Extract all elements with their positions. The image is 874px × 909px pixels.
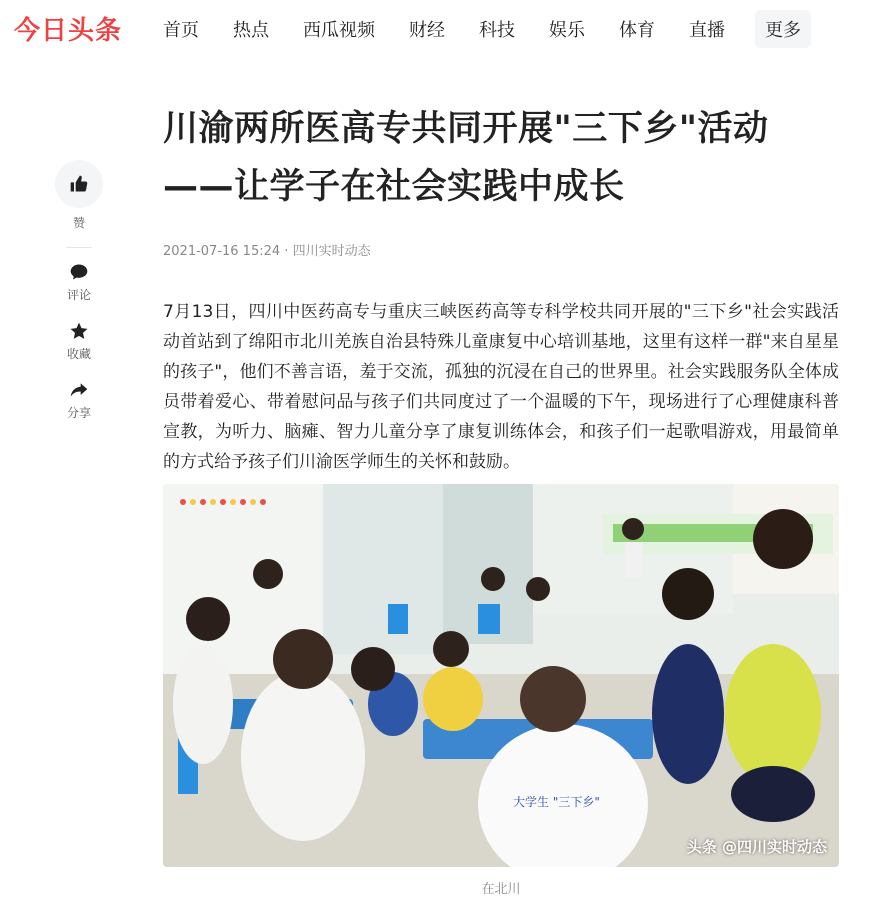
favorite-button[interactable] xyxy=(52,321,106,362)
article xyxy=(163,100,839,494)
thumbs-up-icon xyxy=(69,174,89,194)
nav-item-entertainment[interactable]: 娱乐 xyxy=(549,20,585,41)
meta-separator: · xyxy=(280,244,293,259)
nav-item-finance[interactable]: 财经 xyxy=(409,20,445,41)
like-button[interactable] xyxy=(55,160,103,208)
comment-label: 评论 xyxy=(66,288,91,302)
article-photo[interactable] xyxy=(163,484,839,867)
article-action-rail xyxy=(52,160,106,439)
article-title: 川渝两所医高专共同开展"三下乡"活动——让学子在社会实践中成长 xyxy=(163,109,769,207)
article-paragraph: 7月13日，四川中医药高专与重庆三峡医药高等专科学校共同开展的"三下乡"社会实践活动首站到了绵阳市北川羌族自治县特殊儿童康复中心培训基地，这里有这样一群"来自星星的孩子"，他们不善言语，羞于交流，孤独的沉浸在自己的世界里。社会实践服务队全体成员带着爱心、带着慰问品与孩子们共同度过了一个温暖的下午，现场进行了心理健康科普宣教，为听力、脑瘫、智力儿童分享了康复训练体会，和孩子们一起歌唱游戏，用最简单的方式给予孩子们川渝医学师生的关怀和鼓励。 xyxy=(163,302,839,472)
star-icon xyxy=(69,321,89,341)
toutiao-logo[interactable]: 今日头条 xyxy=(14,16,123,46)
photo-scene xyxy=(163,484,839,867)
article-meta xyxy=(163,240,839,259)
publish-time: 2021-07-16 15:24 xyxy=(163,244,281,259)
share-arrow-icon xyxy=(68,380,90,400)
shirt-text: 大学生 "三下乡" xyxy=(513,795,600,809)
image-caption: 在北川 xyxy=(481,882,521,897)
top-navigation-bar xyxy=(0,0,874,58)
nav-more-button[interactable]: 更多 xyxy=(755,10,811,48)
share-label: 分享 xyxy=(66,406,91,420)
comment-button[interactable] xyxy=(52,262,106,303)
nav-item-xigua-video[interactable]: 西瓜视频 xyxy=(303,20,375,41)
nav-item-hot[interactable]: 热点 xyxy=(233,20,269,41)
nav-item-tech[interactable]: 科技 xyxy=(479,20,515,41)
favorite-label: 收藏 xyxy=(66,347,91,361)
source-name[interactable]: 四川实时动态 xyxy=(292,244,371,259)
comment-bubble-icon xyxy=(69,262,89,282)
rail-divider xyxy=(66,247,92,248)
share-button[interactable] xyxy=(52,380,106,421)
nav-item-live[interactable]: 直播 xyxy=(689,20,725,41)
image-watermark: 头条 @四川实时动态 xyxy=(686,838,827,856)
channel-nav xyxy=(163,0,845,58)
nav-item-sports[interactable]: 体育 xyxy=(619,20,655,41)
nav-item-home[interactable]: 首页 xyxy=(163,20,199,41)
like-label: 赞 xyxy=(72,216,85,230)
